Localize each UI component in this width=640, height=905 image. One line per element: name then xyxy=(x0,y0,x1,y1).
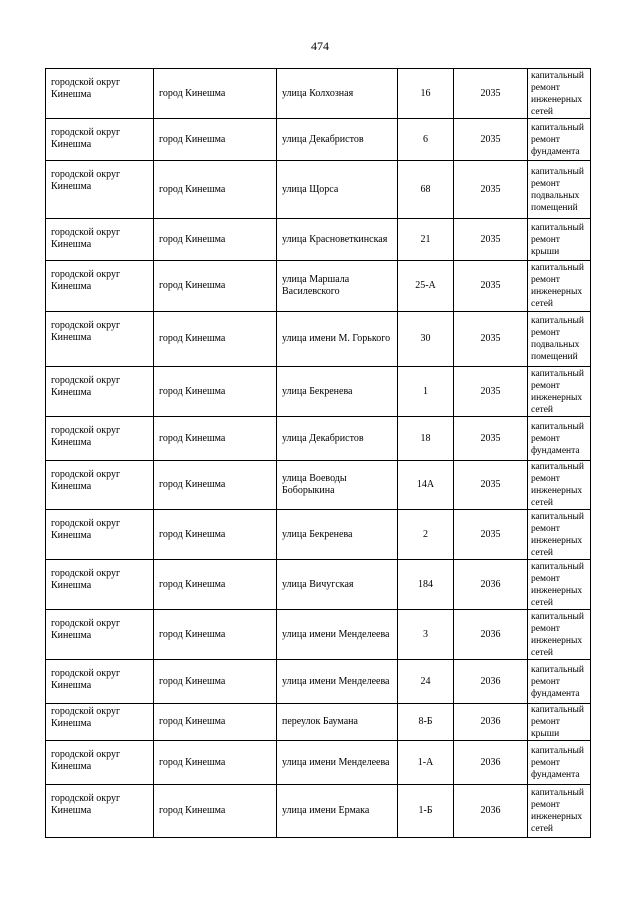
district-cell: городской округ Кинешма xyxy=(46,660,154,704)
district-cell: городской округ Кинешма xyxy=(46,741,154,785)
house-cell: 184 xyxy=(398,560,454,610)
district-cell: городской округ Кинешма xyxy=(46,312,154,367)
table-row xyxy=(46,69,591,119)
year-cell: 2035 xyxy=(454,417,528,461)
work-type-cell: капитальный ремонт фундамента xyxy=(528,741,591,785)
year-cell: 2035 xyxy=(454,510,528,560)
house-cell: 3 xyxy=(398,610,454,660)
house-cell: 21 xyxy=(398,219,454,261)
work-type-cell: капитальный ремонт инженерных сетей xyxy=(528,69,591,119)
house-cell: 24 xyxy=(398,660,454,704)
year-cell: 2035 xyxy=(454,219,528,261)
district-cell: городской округ Кинешма xyxy=(46,367,154,417)
house-cell: 14А xyxy=(398,461,454,510)
year-cell: 2036 xyxy=(454,660,528,704)
house-cell: 1-А xyxy=(398,741,454,785)
table-row xyxy=(46,785,591,838)
table-row xyxy=(46,560,591,610)
city-cell: город Кинешма xyxy=(154,69,277,119)
street-cell: улица Декабристов xyxy=(277,417,398,461)
work-type-cell: капитальный ремонт крыши xyxy=(528,704,591,741)
year-cell: 2035 xyxy=(454,461,528,510)
street-cell: переулок Баумана xyxy=(277,704,398,741)
city-cell: город Кинешма xyxy=(154,367,277,417)
city-cell: город Кинешма xyxy=(154,461,277,510)
district-cell: городской округ Кинешма xyxy=(46,785,154,838)
district-cell: городской округ Кинешма xyxy=(46,510,154,560)
year-cell: 2035 xyxy=(454,69,528,119)
district-cell: городской округ Кинешма xyxy=(46,119,154,161)
year-cell: 2035 xyxy=(454,367,528,417)
table-row xyxy=(46,417,591,461)
house-cell: 6 xyxy=(398,119,454,161)
city-cell: город Кинешма xyxy=(154,261,277,312)
work-type-cell: капитальный ремонт подвальных помещений xyxy=(528,312,591,367)
year-cell: 2036 xyxy=(454,704,528,741)
work-type-cell: капитальный ремонт инженерных сетей xyxy=(528,510,591,560)
house-cell: 16 xyxy=(398,69,454,119)
city-cell: город Кинешма xyxy=(154,510,277,560)
house-cell: 30 xyxy=(398,312,454,367)
work-type-cell: капитальный ремонт крыши xyxy=(528,219,591,261)
work-type-cell: капитальный ремонт фундамента xyxy=(528,417,591,461)
work-type-cell: капитальный ремонт инженерных сетей xyxy=(528,367,591,417)
house-cell: 68 xyxy=(398,161,454,219)
house-cell: 25-А xyxy=(398,261,454,312)
street-cell: улица Воеводы Боборыкина xyxy=(277,461,398,510)
city-cell: город Кинешма xyxy=(154,741,277,785)
repair-schedule-table xyxy=(45,68,591,838)
year-cell: 2035 xyxy=(454,261,528,312)
district-cell: городской округ Кинешма xyxy=(46,560,154,610)
table-row xyxy=(46,704,591,741)
table-row xyxy=(46,461,591,510)
district-cell: городской округ Кинешма xyxy=(46,69,154,119)
table-row xyxy=(46,610,591,660)
city-cell: город Кинешма xyxy=(154,119,277,161)
city-cell: город Кинешма xyxy=(154,219,277,261)
street-cell: улица Декабристов xyxy=(277,119,398,161)
table-row xyxy=(46,510,591,560)
street-cell: улица Бекренева xyxy=(277,510,398,560)
year-cell: 2036 xyxy=(454,560,528,610)
street-cell: улица имени Менделеева xyxy=(277,660,398,704)
district-cell: городской округ Кинешма xyxy=(46,161,154,219)
page-number: 474 xyxy=(311,39,329,53)
street-cell: улица Щорса xyxy=(277,161,398,219)
year-cell: 2035 xyxy=(454,119,528,161)
district-cell: городской округ Кинешма xyxy=(46,704,154,741)
street-cell: улица Маршала Василевского xyxy=(277,261,398,312)
city-cell: город Кинешма xyxy=(154,704,277,741)
work-type-cell: капитальный ремонт подвальных помещений xyxy=(528,161,591,219)
city-cell: город Кинешма xyxy=(154,560,277,610)
district-cell: городской округ Кинешма xyxy=(46,417,154,461)
house-cell: 8-Б xyxy=(398,704,454,741)
table-row xyxy=(46,741,591,785)
year-cell: 2036 xyxy=(454,785,528,838)
district-cell: городской округ Кинешма xyxy=(46,261,154,312)
district-cell: городской округ Кинешма xyxy=(46,461,154,510)
city-cell: город Кинешма xyxy=(154,660,277,704)
table-row xyxy=(46,161,591,219)
city-cell: город Кинешма xyxy=(154,785,277,838)
work-type-cell: капитальный ремонт инженерных сетей xyxy=(528,560,591,610)
work-type-cell: капитальный ремонт фундамента xyxy=(528,119,591,161)
house-cell: 1-Б xyxy=(398,785,454,838)
street-cell: улица имени Менделеева xyxy=(277,741,398,785)
district-cell: городской округ Кинешма xyxy=(46,610,154,660)
house-cell: 18 xyxy=(398,417,454,461)
table-row xyxy=(46,312,591,367)
house-cell: 2 xyxy=(398,510,454,560)
house-cell: 1 xyxy=(398,367,454,417)
work-type-cell: капитальный ремонт инженерных сетей xyxy=(528,610,591,660)
year-cell: 2036 xyxy=(454,741,528,785)
table-row xyxy=(46,219,591,261)
city-cell: город Кинешма xyxy=(154,610,277,660)
city-cell: город Кинешма xyxy=(154,312,277,367)
district-cell: городской округ Кинешма xyxy=(46,219,154,261)
city-cell: город Кинешма xyxy=(154,161,277,219)
year-cell: 2035 xyxy=(454,312,528,367)
table-row xyxy=(46,119,591,161)
street-cell: улица Вичугская xyxy=(277,560,398,610)
year-cell: 2036 xyxy=(454,610,528,660)
street-cell: улица Красноветкинская xyxy=(277,219,398,261)
work-type-cell: капитальный ремонт инженерных сетей xyxy=(528,461,591,510)
work-type-cell: капитальный ремонт инженерных сетей xyxy=(528,261,591,312)
street-cell: улица Колхозная xyxy=(277,69,398,119)
street-cell: улица имени М. Горького xyxy=(277,312,398,367)
table-row xyxy=(46,367,591,417)
street-cell: улица имени Менделеева xyxy=(277,610,398,660)
street-cell: улица Бекренева xyxy=(277,367,398,417)
table-row xyxy=(46,660,591,704)
work-type-cell: капитальный ремонт инженерных сетей xyxy=(528,785,591,838)
table-row xyxy=(46,261,591,312)
work-type-cell: капитальный ремонт фундамента xyxy=(528,660,591,704)
city-cell: город Кинешма xyxy=(154,417,277,461)
year-cell: 2035 xyxy=(454,161,528,219)
street-cell: улица имени Ермака xyxy=(277,785,398,838)
